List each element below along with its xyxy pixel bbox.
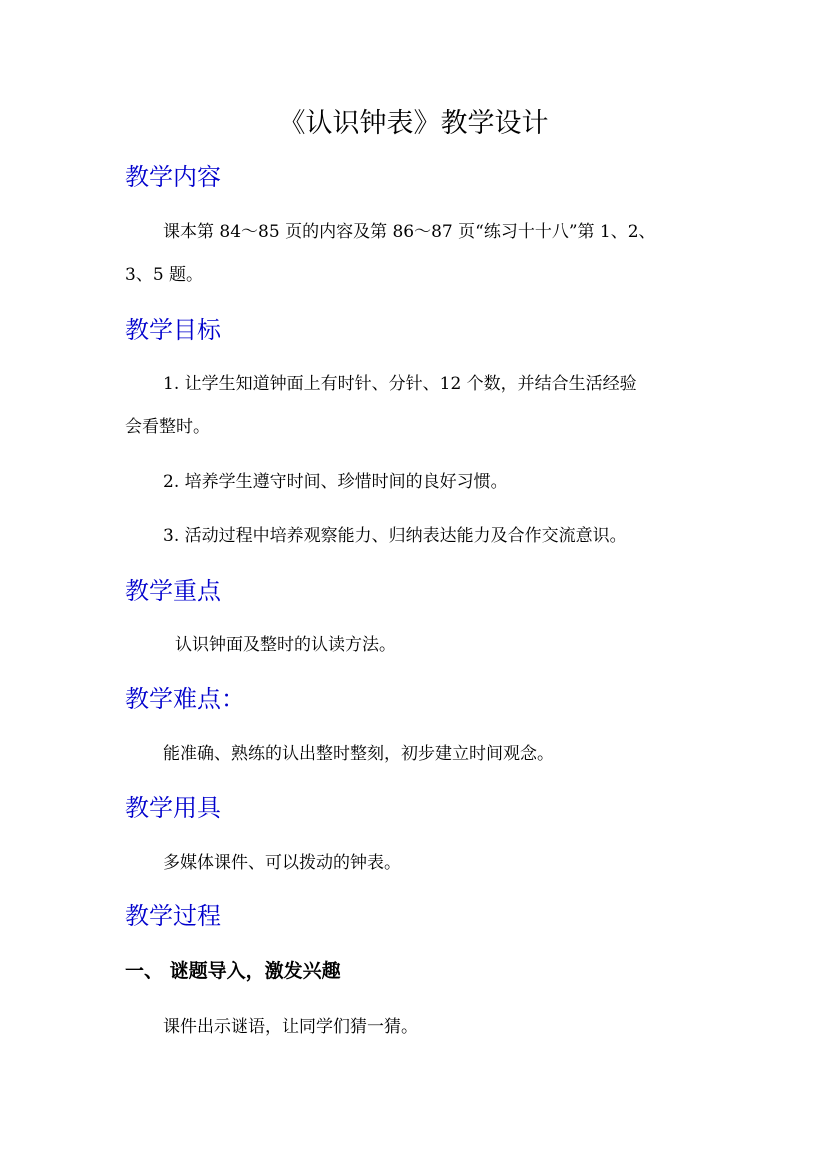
- tools-line: 多媒体课件、可以拨动的钟表。: [163, 853, 401, 873]
- objective-1-line-1: 1. 让学生知道钟面上有时针、分针、12 个数，并结合生活经验: [163, 374, 637, 394]
- objective-1-line-2: 会看整时。: [125, 417, 210, 437]
- difficulties-line: 能准确、熟练的认出整时整刻，初步建立时间观念。: [163, 744, 554, 764]
- section-heading-tools: 教学用具: [125, 794, 221, 822]
- objective-2: 2. 培养学生遵守时间、珍惜时间的良好习惯。: [163, 472, 508, 492]
- key-points-line: 认识钟面及整时的认读方法。: [175, 635, 396, 655]
- section-heading-key-points: 教学重点: [125, 577, 221, 605]
- content-line-1: 课本第 84～85 页的内容及第 86～87 页“练习十十八”第 1、2、: [163, 222, 656, 242]
- section-heading-content: 教学内容: [125, 163, 221, 191]
- process-subheading-1: 一、 谜题导入，激发兴趣: [125, 960, 341, 982]
- section-heading-process: 教学过程: [125, 902, 221, 930]
- section-heading-objectives: 教学目标: [125, 316, 221, 344]
- content-line-2: 3、5 题。: [125, 265, 204, 285]
- section-heading-difficulties: 教学难点：: [125, 685, 245, 713]
- objective-3: 3. 活动过程中培养观察能力、归纳表达能力及合作交流意识。: [163, 526, 627, 546]
- document-title: 《认识钟表》教学设计: [278, 108, 549, 139]
- process-line-1: 课件出示谜语，让同学们猜一猜。: [163, 1017, 418, 1037]
